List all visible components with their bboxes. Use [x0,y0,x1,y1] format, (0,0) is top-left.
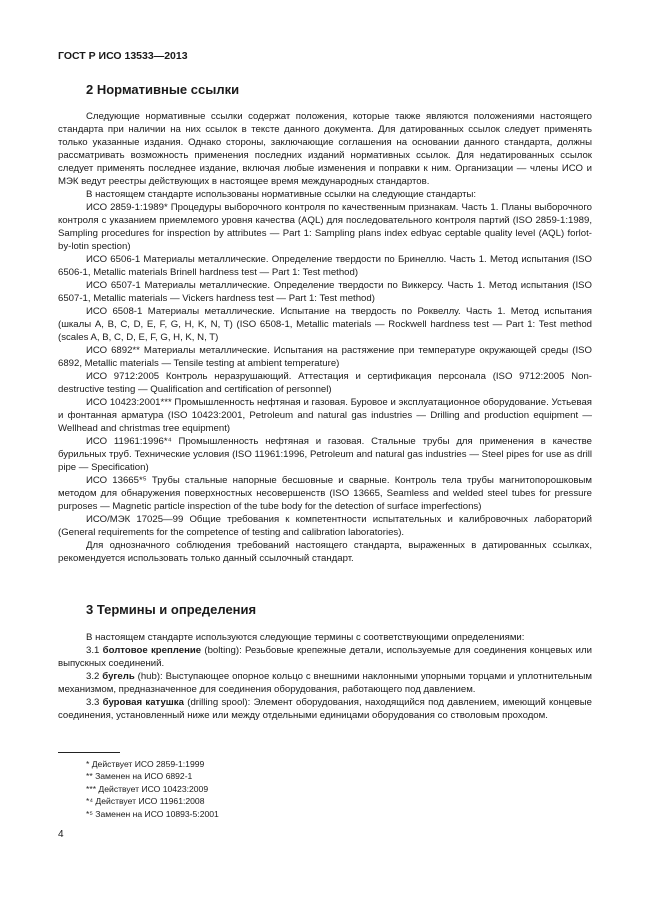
footnote-divider [58,752,120,753]
section-3-body [58,631,592,722]
footnotes [86,758,219,820]
footnote: * Действует ИСО 2859-1:1999 [86,759,205,769]
footnote: *⁵ Заменен на ИСО 10893-5:2001 [86,808,219,819]
term-definition-text: (hub): Выступающее опорное кольцо с внешними наклонными упорными торцами и уплотнительным механизмом, предназначенное для соединения оборудования, работающего под давлением. [58,671,593,695]
term-definition-text: (bolting): Резьбовые крепежные детали, используемые для соединения концевых или выпускных соединений. [58,645,592,669]
reference-item: ИСО 6507-1 Материалы металлические. Определение твердости по Виккерсу. Часть 1. Метод испытания (ISO 6507-1, Metallic materials — Vickers hardness test — Part 1: Test method) [58,280,592,304]
paragraph: В настоящем стандарте использованы нормативные ссылки на следующие стандарты: [86,189,477,200]
reference-item: ИСО 9712:2005 Контроль неразрушающий. Аттестация и сертификация персонала (ISO 9712:2005 Non-destructive testing — Qualification and certification of personnel) [58,371,592,395]
term-number: 3.3 [86,697,100,708]
footnote: ** Заменен на ИСО 6892-1 [86,771,193,782]
term-definition-text: (drilling spool): Элемент оборудования, находящийся под давлением, имеющий концевые соединения, установленный ниже или между отдельными единицами оборудования со стволовым проходом. [58,697,592,721]
paragraph: Для однозначного соблюдения требований настоящего стандарта, выраженных в датированных ссылках, рекомендуется использовать только данный ссылочный стандарт. [58,540,592,564]
document-header: ГОСТ Р ИСО 13533—2013 [58,50,188,62]
reference-item: ИСО 10423:2001*** Промышленность нефтяная и газовая. Буровое и эксплуатационное оборудование. Устьевая и фонтанная арматура (ISO 10423:2001, Petroleum and natural gas industries — Drilling and production equipment — Wellhead and christmas tree equipment) [58,397,592,434]
reference-item: ИСО 2859-1:1989* Процедуры выборочного контроля по качественным признакам. Часть 1. Планы выборочного контроля с указанием приемлемого уровня качества (AQL) для последовательного контроля партий (ISO 2859-1:1989, Sampling procedures for inspection by attributes — Part 1: Sampling plans index edbyac ceptable quality level (AQL) forlot-by-lotin spection) [58,202,592,252]
term-definition [58,696,592,722]
page-number: 4 [58,829,64,840]
term: бугель [102,671,135,682]
reference-item: ИСО 6506-1 Материалы металлические. Определение твердости по Бринеллю. Часть 1. Метод испытания (ISO 6506-1, Metallic materials Brinell hardness test — Part 1: Test method) [58,254,592,278]
reference-item: ИСО/МЭК 17025—99 Общие требования к компетентности испытательных и калибровочных лабораторий (General requirements for the competence of testing and calibration laboratories). [58,514,592,538]
section-3-heading: 3 Термины и определения [86,602,257,617]
section-2-heading: 2 Нормативные ссылки [86,82,240,97]
section-2-body [58,110,592,565]
footnote: *** Действует ИСО 10423:2009 [86,783,209,794]
term: буровая катушка [102,697,184,708]
reference-item: ИСО 11961:1996*⁴ Промышленность нефтяная и газовая. Стальные трубы для применения в качестве бурильных труб. Технические условия (ISO 11961:1996, Petroleum and natural gas industries — Steel pipes for use as drill pipe — Specification) [58,436,592,473]
paragraph: В настоящем стандарте используются следующие термины с соответствующими определениями: [86,632,525,643]
term-definition [58,644,592,670]
term: болтовое крепление [102,645,202,656]
term-number: 3.1 [86,645,100,656]
reference-item: ИСО 6892** Материалы металлические. Испытания на растяжение при температуре окружающей среды (ISO 6892, Metallic materials — Tensile testing at ambient temperature) [58,345,592,369]
reference-item: ИСО 13665*⁵ Трубы стальные напорные бесшовные и сварные. Контроль тела трубы магнитопорошковым методом для обнаружения поверхностных несовершенств (ISO 13665, Seamless and welded steel tubes for pressure purposes — Magnetic particle inspection of the tube body for the detection of surface imperfections) [58,475,592,512]
footnote: *⁴ Действует ИСО 11961:2008 [86,796,205,807]
reference-item: ИСО 6508-1 Материалы металлические. Испытание на твердость по Роквеллу. Часть 1. Метод испытания (шкалы A, B, C, D, E, F, G, H, K, N, T) (ISO 6508-1, Metallic materials — Rockwell hardness test — Part 1: Test method (scales A, B, C, D, E, F, G, H, K, N, T) [58,306,592,343]
term-number: 3.2 [86,671,100,682]
term-definition [58,670,592,696]
paragraph: Следующие нормативные ссылки содержат положения, которые также являются положениями настоящего стандарта при наличии на них ссылок в тексте данного документа. Для датированных ссылок следует применять только указанные издания. Однако стороны, заключающие соглашения на основании данного стандарта, должны рассматривать возможность применения последних изданий нормативных ссылок. Для недатированных ссылок следует применять последнее издание, включая любые изменения и поправки к ним. Организации — члены ИСО и МЭК ведут реестры действующих в настоящее время международных стандартов. [58,111,592,187]
